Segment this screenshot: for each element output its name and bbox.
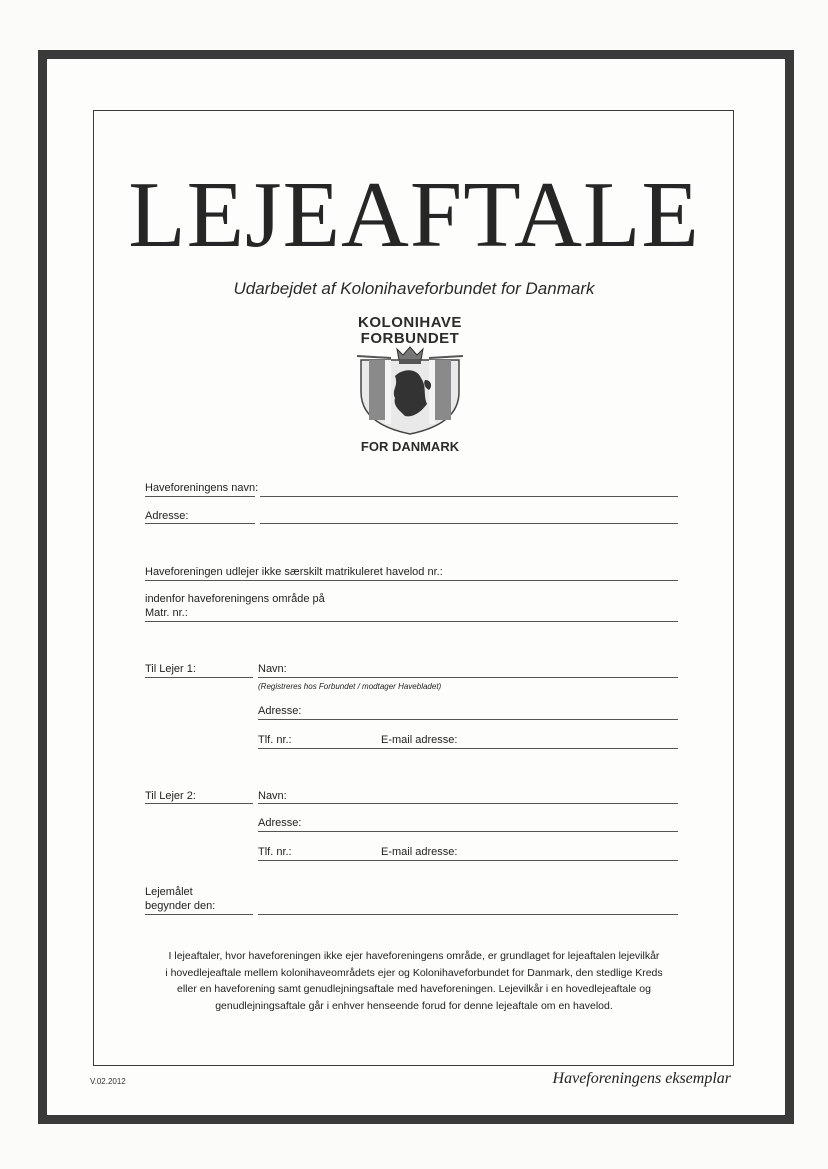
tenant1-contact-field[interactable] — [258, 748, 678, 749]
disclaimer-line-3: eller en haveforening samt genudlejningsaftale med haveforeningen. Lejevilkår i en hovedlejeaftale og — [177, 983, 651, 995]
tenant2-address-label: Adresse: — [258, 817, 302, 829]
tenant1-name-field[interactable] — [258, 677, 678, 678]
tenant2-phone-label: Tlf. nr.: — [258, 846, 292, 858]
tenant2-address-field[interactable] — [258, 831, 678, 832]
federation-emblem-icon — [355, 346, 465, 436]
tenant1-heading: Til Lejer 1: — [145, 663, 196, 675]
disclaimer-line-1: I lejeaftaler, hvor haveforeningen ikke ejer haveforeningens område, er grundlaget for lejeaftalen lejevilkår — [168, 950, 660, 962]
logo-text-bottom: FOR DANMARK — [360, 439, 460, 454]
tenant1-name-note: (Registreres hos Forbundet / modtager Havebladet) — [258, 682, 442, 691]
tenant2-heading: Til Lejer 2: — [145, 790, 196, 802]
lease-start-field[interactable] — [258, 914, 678, 915]
disclaimer-line-2: i hovedlejeaftale mellem kolonihaveområdets ejer og Kolonihaveforbundet for Danmark, den stedlige Kreds — [165, 966, 663, 979]
disclaimer-text — [130, 948, 698, 1014]
tenant2-contact-field[interactable] — [258, 860, 678, 861]
matr-number-label: Matr. nr.: — [145, 607, 188, 619]
association-name-label-rule — [145, 496, 255, 497]
lease-start-label-1: Lejemålet — [145, 886, 193, 898]
association-address-field[interactable] — [260, 523, 678, 524]
association-address-label-rule — [145, 523, 255, 524]
logo-line-2: FORBUNDET — [360, 330, 460, 347]
tenant2-email-label: E-mail adresse: — [381, 846, 458, 858]
association-address-label: Adresse: — [145, 510, 189, 522]
lease-start-label-rule — [145, 914, 253, 915]
disclaimer-line-4: genudlejningsaftale går i enhver henseende forud for denne lejeaftale om en havelod. — [215, 999, 613, 1012]
tenant1-heading-rule — [145, 677, 253, 678]
logo-text-top — [330, 315, 490, 347]
plot-number-field[interactable] — [145, 580, 678, 581]
document-subtitle: Udarbejdet af Kolonihaveforbundet for Danmark — [233, 279, 595, 298]
matr-number-field[interactable] — [145, 621, 678, 622]
tenant1-address-field[interactable] — [258, 719, 678, 720]
version-label: V.02.2012 — [90, 1077, 126, 1086]
copy-label: Haveforeningens eksemplar — [552, 1070, 731, 1087]
tenant2-name-label: Navn: — [258, 790, 287, 802]
association-name-field[interactable] — [260, 496, 678, 497]
tenant1-email-label: E-mail adresse: — [381, 734, 458, 746]
tenant2-heading-rule — [145, 803, 253, 804]
area-label: indenfor haveforeningens område på — [145, 593, 325, 605]
association-name-label: Haveforeningens navn: — [145, 482, 259, 494]
tenant1-phone-label: Tlf. nr.: — [258, 734, 292, 746]
logo-line-1: KOLONIHAVE — [358, 314, 462, 331]
document-title: LEJEAFTALE — [128, 163, 700, 267]
tenant1-name-label: Navn: — [258, 663, 287, 675]
plot-number-label: Haveforeningen udlejer ikke særskilt matrikuleret havelod nr.: — [145, 566, 443, 578]
lease-start-label-2: begynder den: — [145, 900, 216, 912]
tenant1-address-label: Adresse: — [258, 705, 302, 717]
tenant2-name-field[interactable] — [258, 803, 678, 804]
